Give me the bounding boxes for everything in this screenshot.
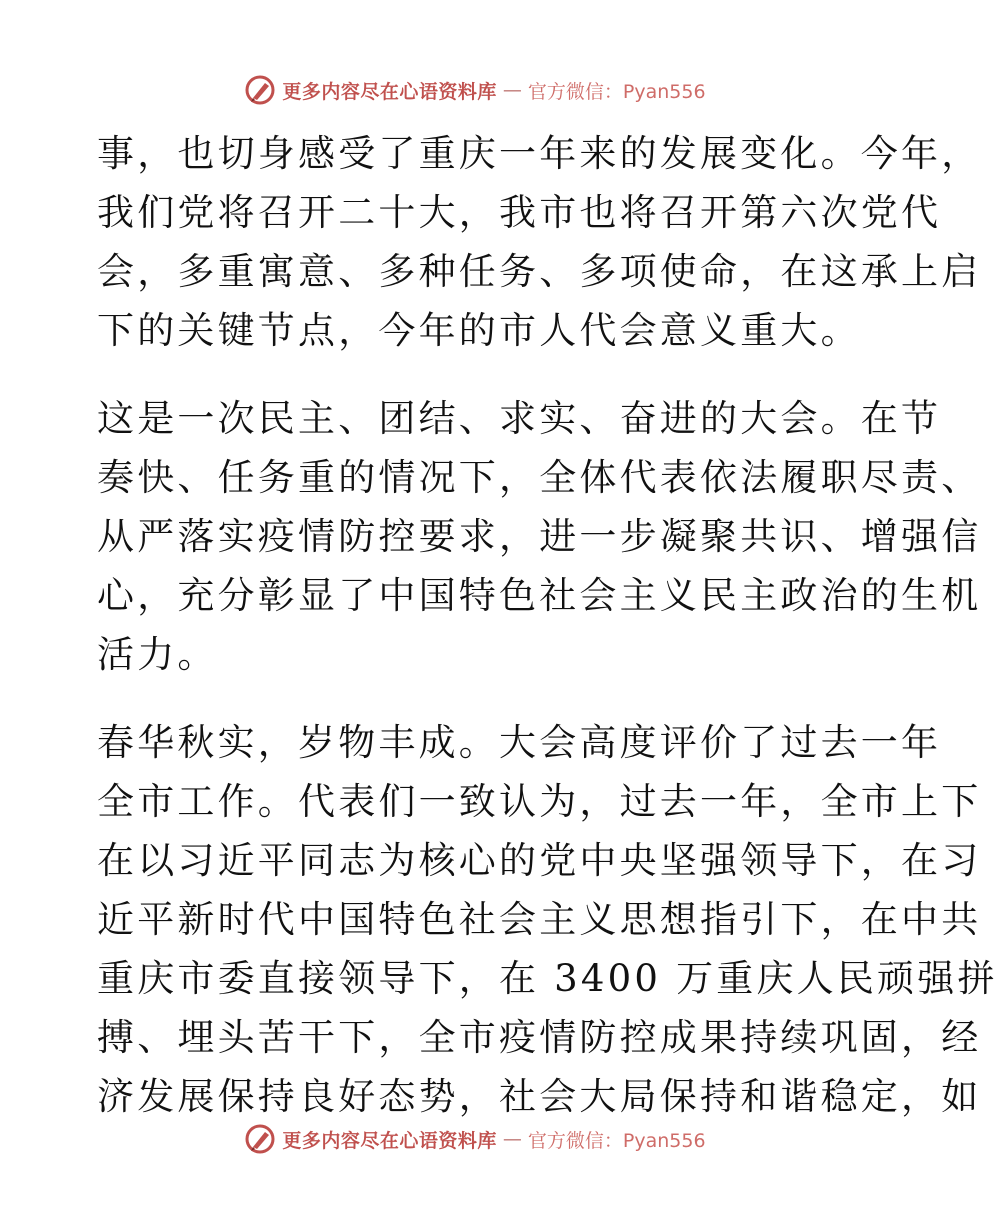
paragraph-1 (97, 124, 982, 360)
text-line: 济发展保持良好态势，社会大局保持和谐稳定，如 (97, 1075, 982, 1118)
watermark-site-text: 更多内容尽在心语资料库 (282, 1129, 497, 1152)
text-line: 全市工作。代表们一致认为，过去一年，全市上下 (97, 780, 982, 823)
watermark-separator: — (502, 1128, 522, 1150)
text-line: 重庆市委直接领导下，在 3400 万重庆人民顽强拼 (97, 957, 998, 1000)
text-line: 这是一次民主、团结、求实、奋进的大会。在节 (97, 397, 942, 440)
watermark-site-text: 更多内容尽在心语资料库 (282, 80, 497, 103)
watermark-contact-text: 官方微信：Pyan556 (527, 1129, 706, 1152)
document-body (97, 124, 998, 1155)
text-line: 搏、埋头苦干下，全市疫情防控成果持续巩固，经 (97, 1016, 982, 1059)
text-line: 奏快、任务重的情况下，全体代表依法履职尽责、 (97, 456, 982, 499)
text-line: 会，多重寓意、多种任务、多项使命，在这承上启 (97, 250, 982, 293)
text-line: 我们党将召开二十大，我市也将召开第六次党代 (97, 191, 942, 234)
header-watermark (0, 70, 950, 110)
pen-logo-icon (244, 74, 276, 106)
text-line: 心，充分彰显了中国特色社会主义民主政治的生机 (97, 574, 982, 617)
pen-logo-icon (244, 1123, 276, 1155)
text-line: 下的关键节点，今年的市人代会意义重大。 (97, 309, 861, 352)
watermark-separator: — (502, 79, 522, 101)
paragraph-3 (97, 713, 998, 1126)
text-line: 活力。 (97, 633, 218, 676)
text-line: 事，也切身感受了重庆一年来的发展变化。今年， (97, 132, 982, 175)
text-line: 从严落实疫情防控要求，进一步凝聚共识、增强信 (97, 515, 982, 558)
footer-watermark (0, 1119, 950, 1159)
text-line: 近平新时代中国特色社会主义思想指引下，在中共 (97, 898, 982, 941)
paragraph-2 (97, 389, 982, 684)
watermark-contact-text: 官方微信：Pyan556 (527, 80, 706, 103)
text-line: 春华秋实，岁物丰成。大会高度评价了过去一年 (97, 721, 942, 764)
text-line: 在以习近平同志为核心的党中央坚强领导下，在习 (97, 839, 982, 882)
